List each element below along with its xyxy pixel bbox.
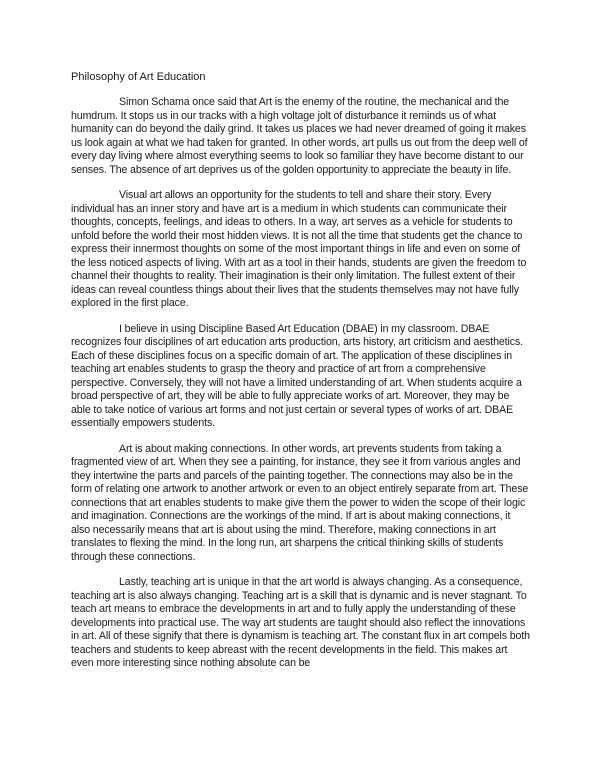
paragraph-4: Art is about making connections. In other words, art prevents students from taking a fragmented view of art. When they see a painting, for instance, they see it from various angles and they intertwine the parts and parcels of the painting together. The connections may also be in the form of relating one artwork to another artwork or even to an object entirely separate from art. These connections that art enables students to make give them the power to widen the scope of their logic and imagination. Connections are the workings of the mind. If art is about making connections, it also necessarily means that art is about using the mind. Therefore, making connections in art translates to flexing the mind. In the long run, art sharpens the critical thinking skills of students through these connections.	[71, 442, 529, 563]
paragraph-3: I believe in using Discipline Based Art Education (DBAE) in my classroom. DBAE recognizes four disciplines of art education arts production, arts history, art criticism and aesthetics. Each of these disciplines focus on a specific domain of art. The application of these disciplines in teaching art enables students to grasp the theory and practice of art from a comprehensive perspective. Conversely, they will not have a limited understanding of art. When students acquire a broad perspective of art, they will be able to fully appreciate works of art. Moreover, they may be able to take notice of various art forms and not just certain or several types of works of art. DBAE essentially empowers students.	[71, 322, 523, 429]
document-body	[71, 70, 531, 683]
paragraph-1: Simon Schama once said that Art is the enemy of the routine, the mechanical and the humdrum. It stops us in our tracks with a high voltage jolt of disturbance it reminds us of what humanity can do beyond the daily grind. It takes us places we had never dreamed of going it makes us look again at what we had taken for granted. In other words, art pulls us out from the deep well of every day living where almost everything seems to look so familiar they have become distant to our senses. The absence of art deprives us of the golden opportunity to appreciate the beauty in life.	[71, 96, 528, 176]
document-title: Philosophy of Art Education	[71, 71, 206, 83]
paragraph-2: Visual art allows an opportunity for the students to tell and share their story. Every individual has an inner story and have art is a medium in which students can communicate their thoughts, concepts, feelings, and ideas to others. In a way, art serves as a vehicle for students to unfold before the world their most hidden views. It is not all the time that students get the chance to express their innermost thoughts on some of the most important things in life and even on some of the less noticed aspects of living. With art as a tool in their hands, students are given the freedom to channel their thoughts to reality. Their imagination is their only limitation. The fullest extent of their ideas can reveal countless things about their lives that the students themselves may not have fully explored in the first place.	[71, 189, 527, 309]
paragraph-5: Lastly, teaching art is unique in that the art world is always changing. As a consequence, teaching art is also always changing. Teaching art is a skill that is dynamic and is never stagnant. To teach art means to embrace the developments in art and to fully apply the understanding of these developments into practical use. The way art students are taught should also reflect the innovations in art. All of these signify that there is dynamism is teaching art. The constant flux in art compels both teachers and students to keep abreast with the recent developments in the field. This makes art even more interesting since nothing absolute can be	[71, 576, 530, 669]
